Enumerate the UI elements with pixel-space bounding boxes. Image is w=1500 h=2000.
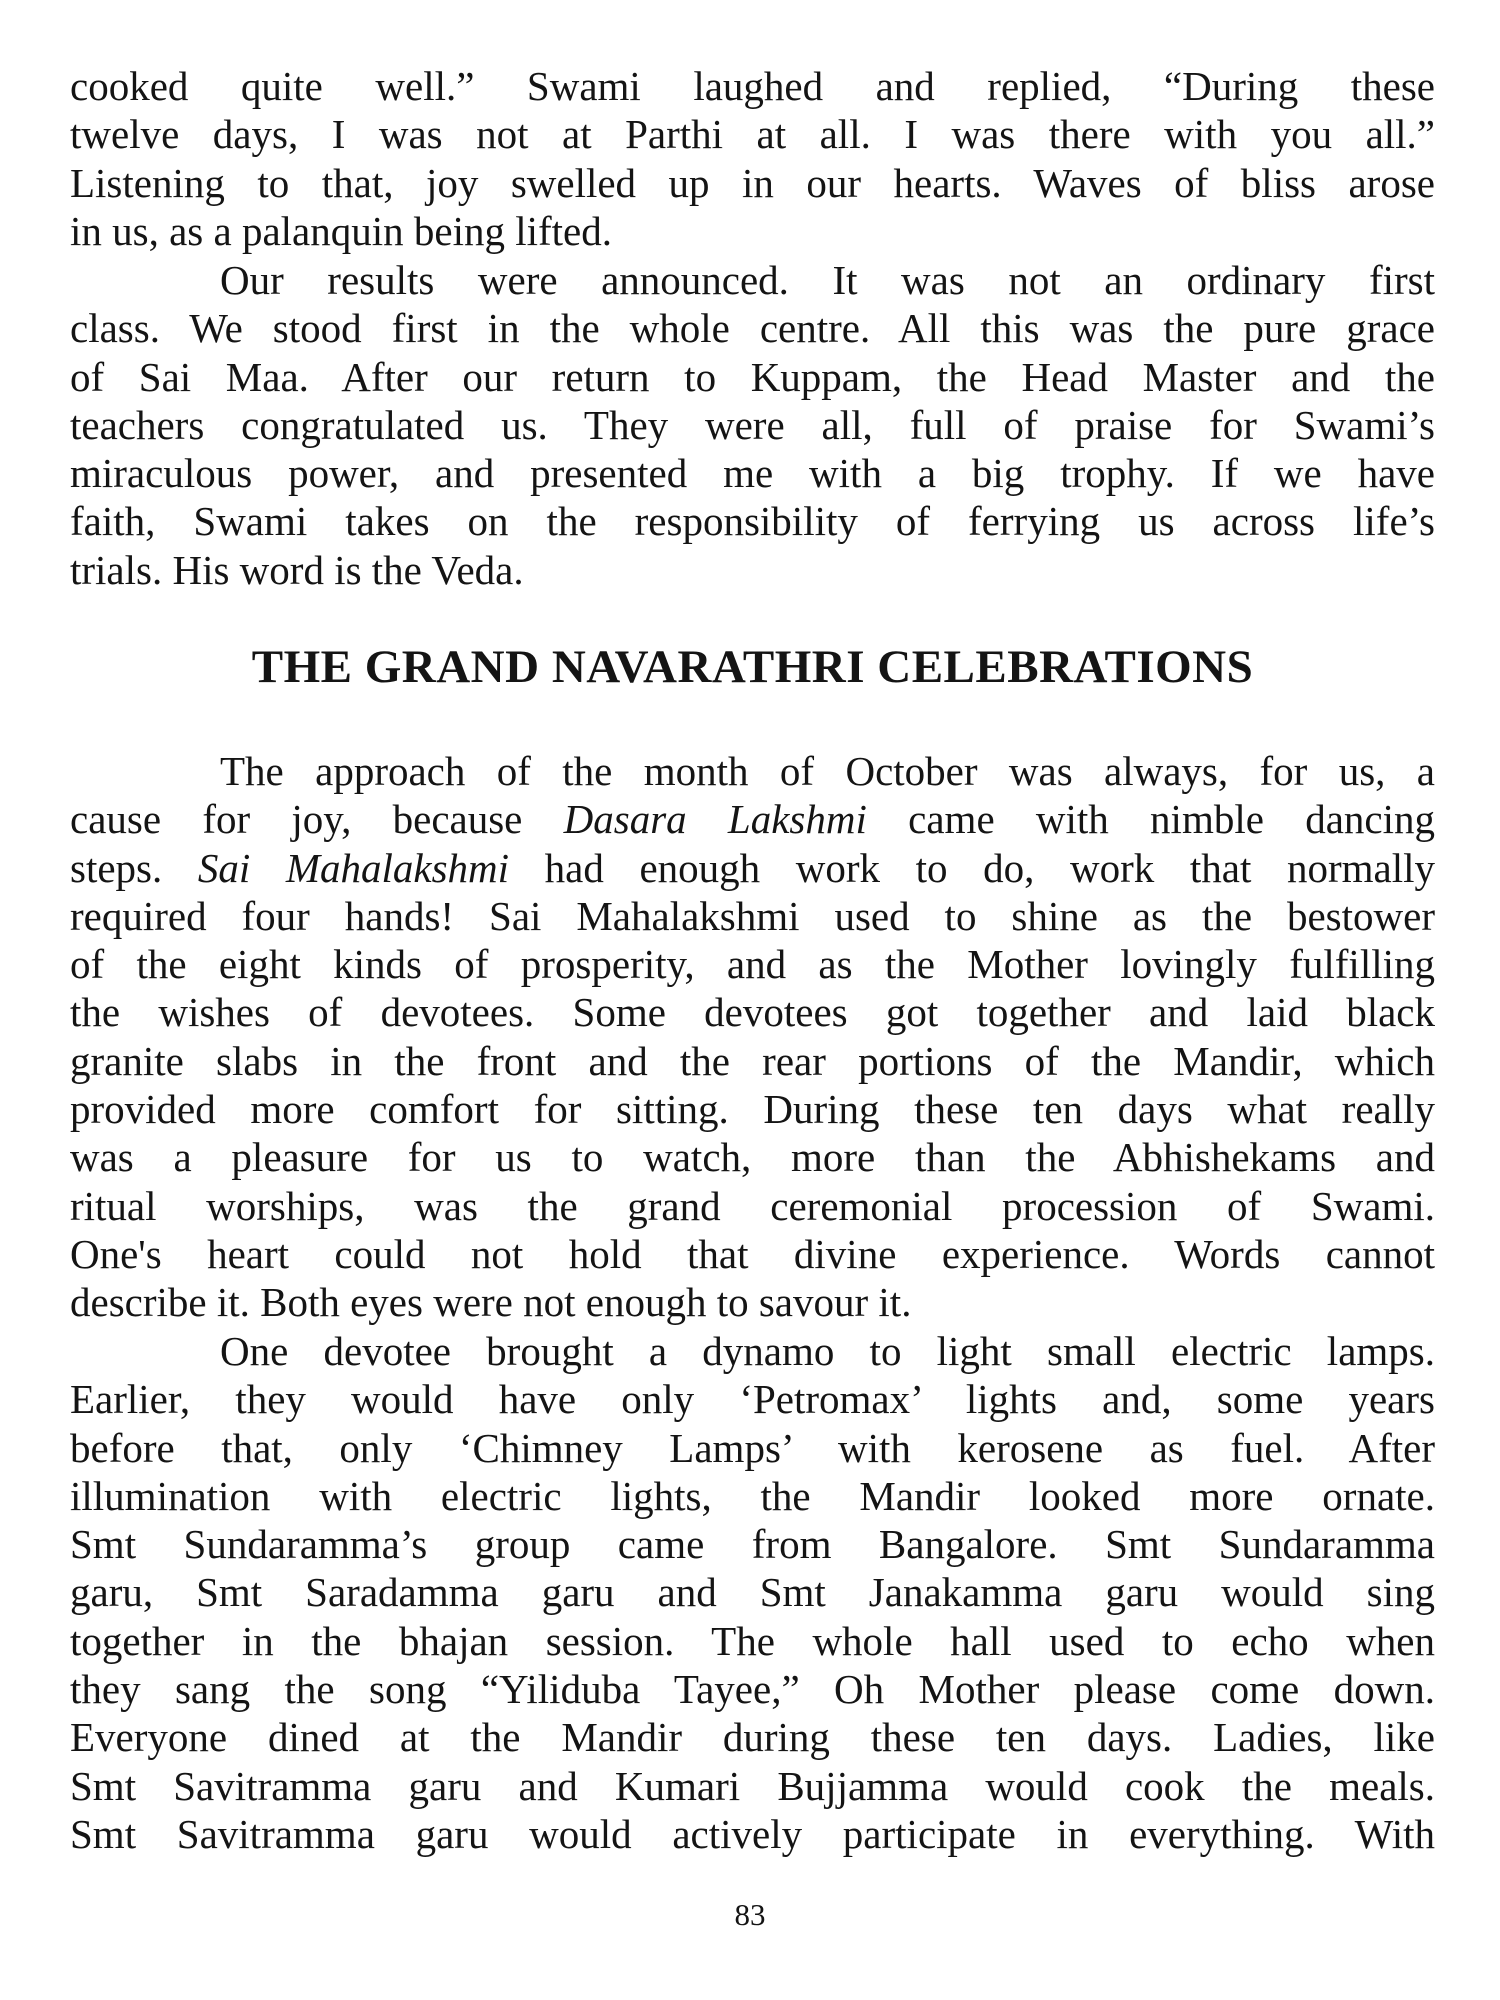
text-line: together in the bhajan session. The whole hall used to echo when xyxy=(70,1617,1435,1664)
text-line: garu, Smt Saradamma garu and Smt Janakamma garu would sing xyxy=(70,1569,1435,1616)
text-line: granite slabs in the front and the rear portions of the Mandir, which xyxy=(70,1037,1435,1084)
text-line: they sang the song “Yiliduba Tayee,” Oh Mother please come down. xyxy=(70,1666,1435,1713)
text-line: illumination with electric lights, the Mandir looked more ornate. xyxy=(70,1472,1435,1519)
paragraph-dynamo xyxy=(70,1327,1435,1858)
text-line: cause for joy, because Dasara Lakshmi came with nimble dancing xyxy=(70,796,1435,843)
text-line: Everyone dined at the Mandir during these ten days. Ladies, like xyxy=(70,1714,1435,1761)
paragraph-results xyxy=(70,256,1435,594)
paragraph-october xyxy=(70,747,1435,1327)
text-line: teachers congratulated us. They were all, full of praise for Swami’s xyxy=(70,401,1435,448)
text-line: Smt Savitramma garu and Kumari Bujjamma would cook the meals. xyxy=(70,1762,1435,1809)
text-line: before that, only ‘Chimney Lamps’ with kerosene as fuel. After xyxy=(70,1424,1435,1471)
text-line: Listening to that, joy swelled up in our hearts. Waves of bliss arose xyxy=(70,159,1435,206)
text-line: miraculous power, and presented me with a big trophy. If we have xyxy=(70,450,1435,497)
text-line: One's heart could not hold that divine experience. Words cannot xyxy=(70,1230,1435,1277)
italic-term: Sai Mahalakshmi xyxy=(197,844,510,891)
text-line: required four hands! Sai Mahalakshmi used to shine as the bestower xyxy=(70,892,1435,939)
text-line: The approach of the month of October was always, for us, a xyxy=(220,748,1435,794)
italic-term: Dasara Lakshmi xyxy=(563,796,867,843)
text-line: cooked quite well.” Swami laughed and replied, “During these xyxy=(70,63,1435,109)
text-line: Smt Savitramma garu would actively participate in everything. With xyxy=(70,1810,1435,1857)
text-line: steps. Sai Mahalakshmi had enough work to do, work that normally xyxy=(70,844,1435,891)
text-line: class. We stood first in the whole centre. All this was the pure grace xyxy=(70,305,1435,352)
text-line: in us, as a palanquin being lifted. xyxy=(70,207,612,254)
text-line: One devotee brought a dynamo to light small electric lamps. xyxy=(220,1328,1435,1374)
text-line: twelve days, I was not at Parthi at all. I was there with you all.” xyxy=(70,111,1435,158)
page-number: 83 xyxy=(734,1897,766,1932)
text-line: of the eight kinds of prosperity, and as the Mother lovingly fulfilling xyxy=(70,941,1435,988)
text-line: of Sai Maa. After our return to Kuppam, the Head Master and the xyxy=(70,353,1435,400)
text-line: the wishes of devotees. Some devotees got together and laid black xyxy=(70,989,1435,1036)
text-line: Smt Sundaramma’s group came from Bangalore. Smt Sundaramma xyxy=(70,1521,1435,1568)
text-line: ritual worships, was the grand ceremonial procession of Swami. xyxy=(70,1182,1435,1229)
paragraph-continuation xyxy=(70,62,1435,255)
text-line: Our results were announced. It was not an ordinary first xyxy=(220,257,1435,303)
text-line: provided more comfort for sitting. During these ten days what really xyxy=(70,1086,1435,1133)
section-heading: THE GRAND NAVARATHRI CELEBRATIONS xyxy=(251,641,1254,693)
text-line: was a pleasure for us to watch, more than the Abhishekams and xyxy=(70,1134,1435,1181)
text-line: trials. His word is the Veda. xyxy=(70,546,524,593)
text-line: Earlier, they would have only ‘Petromax’ lights and, some years xyxy=(70,1376,1435,1423)
text-line: describe it. Both eyes were not enough to savour it. xyxy=(70,1279,912,1326)
text-line: faith, Swami takes on the responsibility of ferrying us across life’s xyxy=(70,498,1435,545)
